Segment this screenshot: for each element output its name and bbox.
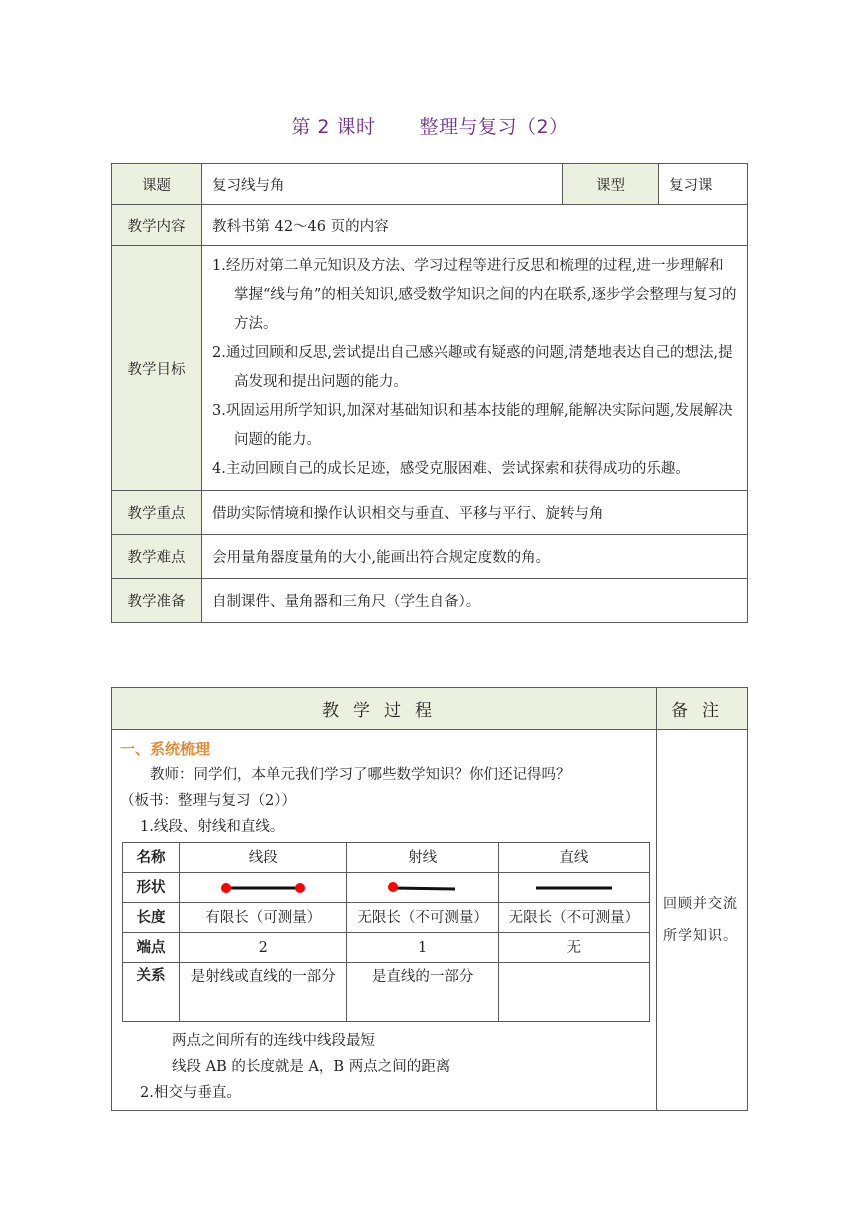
board-line: （板书：整理与复习（2）） (120, 793, 296, 809)
line-length: 无限长（不可测量） (498, 903, 649, 933)
ray-relation: 是直线的一部分 (347, 963, 498, 1022)
goals-list (202, 246, 748, 491)
length-label: 长度 (123, 903, 180, 933)
fact-1: 两点之间所有的连线中线段最短 (172, 1033, 375, 1049)
difficulty-label: 教学难点 (112, 535, 202, 579)
item-1: 1.线段、射线和直线。 (140, 819, 285, 835)
ray-endpoints: 1 (347, 933, 498, 963)
endpoint-dot (388, 882, 398, 892)
page-title (0, 112, 860, 139)
topic-label: 课题 (112, 164, 202, 205)
topic-value: 复习线与角 (202, 164, 563, 205)
relation-label: 关系 (123, 963, 180, 1022)
line-figure (532, 881, 616, 895)
lesson-title: 整理与复习（2） (419, 116, 569, 138)
difficulty-value: 会用量角器度量角的大小,能画出符合规定度数的角。 (202, 535, 748, 579)
lines-comparison-table (122, 842, 650, 1022)
section-title: 一、系统梳理 (120, 740, 211, 758)
relation-row (123, 963, 650, 1022)
goals-row (112, 246, 748, 491)
line-relation (498, 963, 649, 1022)
goal-item: 2.通过回顾和反思,尝试提出自己感兴趣或有疑惑的问题,清楚地表达自己的想法,提高发现和提出问题的能力。 (212, 345, 733, 390)
ray-header: 射线 (347, 843, 498, 873)
ray-length: 无限长（不可测量） (347, 903, 498, 933)
teaching-process-table (111, 687, 748, 1111)
length-row (123, 903, 650, 933)
content-label: 教学内容 (112, 205, 202, 246)
process-content (112, 730, 657, 1111)
process-header-row (112, 688, 748, 730)
shape-label: 形状 (123, 873, 180, 903)
prep-value: 自制课件、量角器和三角尺（学生自备）。 (202, 579, 748, 623)
type-value: 复习课 (659, 164, 748, 205)
ray-figure (385, 881, 461, 895)
line-header: 直线 (498, 843, 649, 873)
line-endpoints: 无 (498, 933, 649, 963)
content-row (112, 205, 748, 246)
notes-cell: 回顾并交流所学知识。 (657, 730, 748, 1111)
fact-2: 线段 AB 的长度就是 A，B 两点之间的距离 (172, 1059, 451, 1075)
segment-figure (218, 881, 308, 895)
process-body-row (112, 730, 748, 1111)
key-label: 教学重点 (112, 491, 202, 535)
ray-shape (347, 873, 498, 903)
type-label: 课型 (563, 164, 659, 205)
shape-row (123, 873, 650, 903)
goal-item: 3.巩固运用所学知识,加深对基础知识和基本技能的理解,能解决实际问题,发展解决问题的能力。 (212, 403, 733, 448)
segment-shape (180, 873, 347, 903)
notes-header: 备注 (657, 688, 748, 730)
lesson-info-table (111, 163, 748, 623)
goal-item: 4.主动回顾自己的成长足迹，感受克服困难、尝试探索和获得成功的乐趣。 (212, 461, 690, 477)
segment-endpoints: 2 (180, 933, 347, 963)
segment-header: 线段 (180, 843, 347, 873)
topic-row (112, 164, 748, 205)
process-header: 教学过程 (112, 688, 657, 730)
item-2: 2.相交与垂直。 (140, 1085, 241, 1101)
endpoint-dot (295, 883, 305, 893)
key-row (112, 491, 748, 535)
key-value: 借助实际情境和操作认识相交与垂直、平移与平行、旋转与角 (202, 491, 748, 535)
line-shape (498, 873, 649, 903)
prep-label: 教学准备 (112, 579, 202, 623)
name-row (123, 843, 650, 873)
lesson-number: 第 2 课时 (291, 116, 376, 138)
content-value: 教科书第 42～46 页的内容 (202, 205, 748, 246)
name-label: 名称 (123, 843, 180, 873)
endpoint-label: 端点 (123, 933, 180, 963)
goal-item: 1.经历对第二单元知识及方法、学习过程等进行反思和梳理的过程,进一步理解和掌握“线与角”的相关知识,感受数学知识之间的内在联系,逐步学会整理与复习的方法。 (212, 258, 737, 332)
goals-label: 教学目标 (112, 246, 202, 491)
segment-relation: 是射线或直线的一部分 (180, 963, 347, 1022)
teacher-line: 教师：同学们，本单元我们学习了哪些数学知识？你们还记得吗？ (150, 767, 571, 783)
endpoint-dot (221, 883, 231, 893)
difficulty-row (112, 535, 748, 579)
prep-row (112, 579, 748, 623)
endpoint-row (123, 933, 650, 963)
segment-length: 有限长（可测量） (180, 903, 347, 933)
